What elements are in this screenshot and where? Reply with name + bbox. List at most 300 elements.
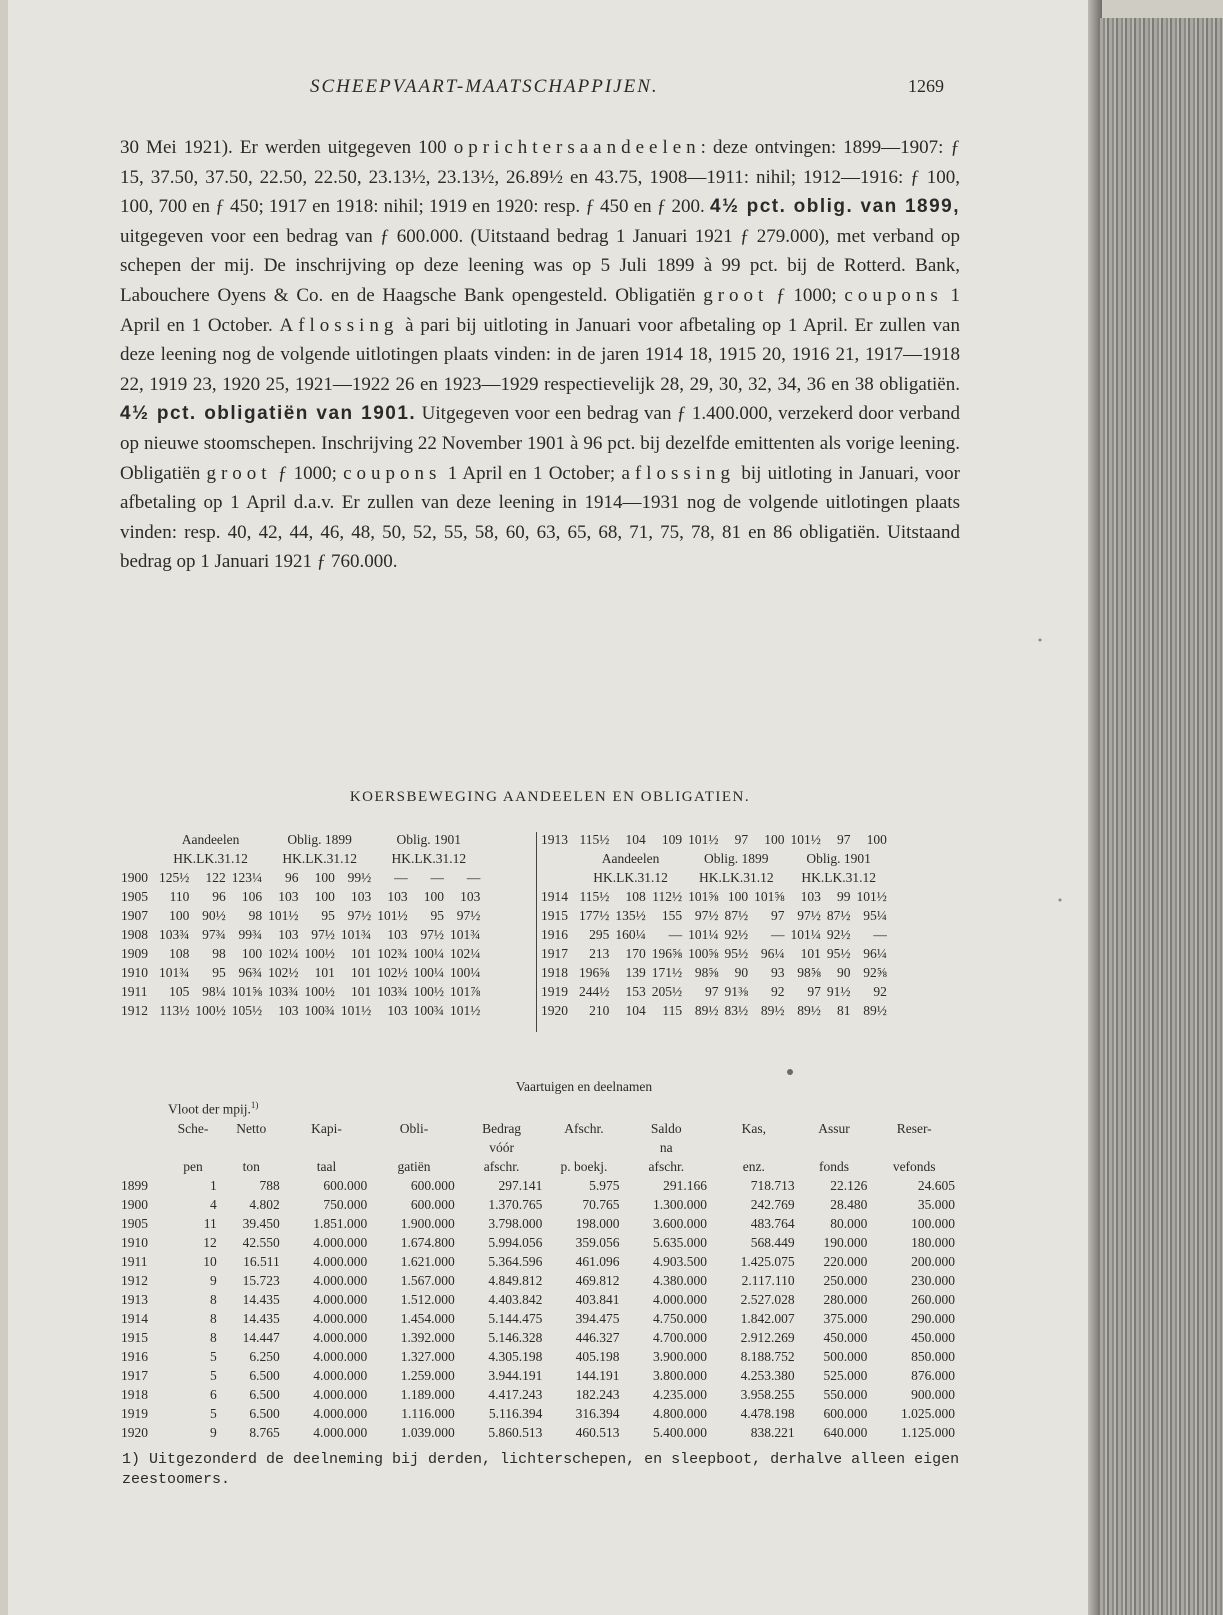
table-cell: 1899 bbox=[121, 1177, 148, 1193]
table-cell: 2.527.028 bbox=[740, 1291, 795, 1307]
table-cell: 1.425.075 bbox=[740, 1253, 795, 1269]
table-cell: 98⅝ bbox=[694, 965, 719, 980]
vloot-table bbox=[118, 1077, 958, 1442]
page-number: 1269 bbox=[908, 76, 944, 96]
table-cell: 1912 bbox=[121, 1272, 148, 1288]
table-cell: 8.765 bbox=[249, 1424, 280, 1440]
table-cell: 89½ bbox=[863, 1003, 887, 1018]
table-cell: 97½ bbox=[456, 908, 481, 923]
table-header-cell bbox=[870, 1138, 958, 1157]
table-cell: 220.000 bbox=[823, 1253, 868, 1269]
table-row bbox=[538, 906, 890, 925]
table-cell: 115 bbox=[662, 1003, 683, 1018]
koers-table-left bbox=[118, 830, 483, 1020]
table-cell: 394.475 bbox=[575, 1310, 620, 1326]
table-header-cell: HK.LK.31.12 bbox=[282, 851, 357, 866]
table-row bbox=[118, 982, 483, 1001]
table-cell: 460.513 bbox=[575, 1424, 620, 1440]
table-cell: 1909 bbox=[121, 946, 148, 961]
table-cell: 92⅝ bbox=[863, 965, 887, 980]
body-paragraph bbox=[120, 133, 960, 577]
table-cell: 8 bbox=[210, 1329, 217, 1345]
table-cell: 2.912.269 bbox=[740, 1329, 795, 1345]
table-header-row bbox=[118, 1119, 958, 1138]
table-cell: 405.198 bbox=[575, 1348, 620, 1364]
table-cell: 850.000 bbox=[911, 1348, 955, 1364]
table-header-cell: HK.LK.31.12 bbox=[173, 851, 248, 866]
table-header-cell: Sche- bbox=[177, 1120, 209, 1136]
table-header-row bbox=[538, 868, 890, 887]
table-cell: 483.764 bbox=[750, 1215, 795, 1231]
table-cell: 81 bbox=[837, 1003, 851, 1018]
table-cell: 461.096 bbox=[575, 1253, 620, 1269]
table-cell: 101½ bbox=[268, 908, 299, 923]
text-run: bij uitloting in Januari, voor afbetaling op 1 April d.a.v. Er zullen van deze leening in 1914—1931 nog de volgende uitlotingen plaats vinden: resp. 40, 42, 44, 46, 48, 50, 52, 55, 58, 60, 63, 65, 68, 71, 75, 78, 81 en 86 obligatiën. Uitstaand bedrag op 1 Januari 1921 ƒ 760.000. bbox=[120, 462, 961, 573]
table-cell: 101½ bbox=[688, 832, 719, 847]
spaced-term: groot bbox=[206, 462, 272, 484]
table-cell: 103 bbox=[278, 889, 299, 904]
table-header-cell bbox=[710, 1077, 958, 1096]
table-cell: 1911 bbox=[121, 984, 148, 999]
table-cell: 5.975 bbox=[589, 1177, 620, 1193]
table-header-row bbox=[118, 830, 483, 849]
table-cell: 4.253.380 bbox=[740, 1367, 795, 1383]
table-cell: 4.417.243 bbox=[488, 1386, 543, 1402]
table-cell: 15.723 bbox=[242, 1272, 280, 1288]
table-cell: 4.802 bbox=[249, 1196, 280, 1212]
table-cell: 103¾ bbox=[159, 927, 190, 942]
table-row bbox=[118, 1001, 483, 1020]
table-cell: 1914 bbox=[541, 889, 568, 904]
table-cell: 100.000 bbox=[911, 1215, 955, 1231]
table-cell: 4.000.000 bbox=[313, 1424, 368, 1440]
table-cell: 93 bbox=[771, 965, 785, 980]
table-cell: 1913 bbox=[121, 1291, 148, 1307]
table-cell: 101⅝ bbox=[754, 889, 785, 904]
table-cell: 6.500 bbox=[249, 1367, 280, 1383]
table-header-cell bbox=[370, 1096, 958, 1119]
table-cell: 101 bbox=[314, 965, 335, 980]
table-row bbox=[118, 887, 483, 906]
table-cell: 3.958.255 bbox=[740, 1386, 795, 1402]
table-cell: 1919 bbox=[121, 1405, 148, 1421]
table-cell: 5.144.475 bbox=[488, 1310, 543, 1326]
table-cell: 1915 bbox=[541, 908, 568, 923]
table-cell: 103 bbox=[278, 1003, 299, 1018]
table-header-row bbox=[118, 1077, 958, 1096]
table-cell: 177½ bbox=[579, 908, 610, 923]
table-cell: 103 bbox=[387, 889, 408, 904]
table-header-cell: vefonds bbox=[892, 1158, 936, 1174]
table-header-cell: Afschr. bbox=[564, 1120, 604, 1136]
table-cell: 5.116.394 bbox=[488, 1405, 543, 1421]
table-cell: 28.480 bbox=[830, 1196, 868, 1212]
table-cell: 96¼ bbox=[863, 946, 887, 961]
spaced-term: coupons bbox=[343, 462, 442, 484]
table-row bbox=[118, 1233, 958, 1252]
table-cell: 600.000 bbox=[323, 1177, 368, 1193]
table-cell: 144.191 bbox=[575, 1367, 620, 1383]
table-cell: — bbox=[430, 870, 444, 885]
table-cell: 838.221 bbox=[750, 1424, 795, 1440]
table-cell: 1916 bbox=[121, 1348, 148, 1364]
table-cell: 101⅞ bbox=[450, 984, 481, 999]
table-cell: 3.600.000 bbox=[653, 1215, 708, 1231]
table-cell: 101½ bbox=[377, 908, 408, 923]
table-cell: 101 bbox=[351, 946, 372, 961]
table-row bbox=[118, 925, 483, 944]
table-cell: 42.550 bbox=[242, 1234, 280, 1250]
table-cell: 70.765 bbox=[582, 1196, 620, 1212]
table-cell: 446.327 bbox=[575, 1329, 620, 1345]
table-cell: 1.512.000 bbox=[400, 1291, 455, 1307]
table-cell: 250.000 bbox=[823, 1272, 868, 1288]
table-row bbox=[118, 944, 483, 963]
table-cell: 112½ bbox=[652, 889, 683, 904]
table-row bbox=[538, 963, 890, 982]
table-cell: 97½ bbox=[311, 927, 335, 942]
table-cell: 4.800.000 bbox=[653, 1405, 708, 1421]
table-cell: 1913 bbox=[541, 832, 568, 847]
table-cell: 1910 bbox=[121, 1234, 148, 1250]
table-cell: 122 bbox=[205, 870, 226, 885]
table-row bbox=[118, 1290, 958, 1309]
table-cell: 103¾ bbox=[377, 984, 408, 999]
table-row bbox=[538, 830, 890, 849]
table-cell: 403.841 bbox=[575, 1291, 620, 1307]
table-cell: 100¼ bbox=[413, 965, 444, 980]
table-cell: 101½ bbox=[340, 1003, 372, 1018]
table-cell: 1916 bbox=[541, 927, 568, 942]
bold-heading: 4½ pct. oblig. van 1899, bbox=[710, 196, 961, 218]
table-cell: 1907 bbox=[121, 908, 148, 923]
table-cell: 103¾ bbox=[268, 984, 299, 999]
table-header-cell: Oblig. 1899 bbox=[287, 832, 352, 847]
table-cell: 101 bbox=[351, 984, 372, 999]
spaced-term: Aflossing bbox=[279, 314, 399, 336]
table-cell: 95½ bbox=[826, 946, 851, 961]
table-cell: 135½ bbox=[615, 908, 646, 923]
table-cell: 101⅝ bbox=[231, 984, 263, 999]
table-row bbox=[538, 944, 890, 963]
table-cell: 96 bbox=[212, 889, 226, 904]
table-cell: 102½ bbox=[377, 965, 408, 980]
table-cell: 11 bbox=[203, 1215, 217, 1231]
table-cell: 96¼ bbox=[760, 946, 785, 961]
table-cell: 4.000.000 bbox=[653, 1291, 708, 1307]
table-cell: — bbox=[668, 927, 683, 942]
table-header-cell bbox=[118, 1138, 166, 1157]
table-cell: 4.403.842 bbox=[488, 1291, 543, 1307]
table-cell: 6 bbox=[210, 1386, 217, 1402]
table-cell: 1900 bbox=[121, 870, 148, 885]
table-cell: 1911 bbox=[121, 1253, 148, 1269]
text-run: 1 April en 1 October; bbox=[441, 462, 622, 484]
table-cell: 110 bbox=[169, 889, 190, 904]
table-cell: 3.944.191 bbox=[488, 1367, 543, 1383]
table-cell: 1919 bbox=[541, 984, 568, 999]
table-header-cell: Kas, bbox=[741, 1120, 766, 1136]
table-cell: 87½ bbox=[826, 908, 851, 923]
table-cell: 8 bbox=[210, 1291, 217, 1307]
running-title: SCHEEPVAART-MAATSCHAPPIJEN. bbox=[310, 76, 659, 97]
table-row bbox=[118, 1347, 958, 1366]
table-cell: 525.000 bbox=[823, 1367, 868, 1383]
table-header-cell: HK.LK.31.12 bbox=[593, 870, 668, 885]
table-cell: 4.000.000 bbox=[313, 1348, 368, 1364]
table-header-cell: ton bbox=[242, 1158, 260, 1174]
table-header-row bbox=[118, 1138, 958, 1157]
table-cell: 6.250 bbox=[249, 1348, 280, 1364]
table-cell: 100 bbox=[727, 889, 749, 904]
table-cell: 5 bbox=[210, 1405, 217, 1421]
table-cell: 100 bbox=[169, 908, 190, 923]
table-cell: 97 bbox=[734, 832, 749, 847]
table-cell: 101¾ bbox=[450, 927, 481, 942]
table-cell: 97½ bbox=[347, 908, 372, 923]
table-row bbox=[538, 925, 890, 944]
table-cell: 1.900.000 bbox=[400, 1215, 455, 1231]
text-run: ƒ 1000; bbox=[271, 462, 344, 484]
table-header-cell: na bbox=[659, 1139, 673, 1155]
table-cell: 104 bbox=[625, 832, 646, 847]
table-cell: 600.000 bbox=[823, 1405, 868, 1421]
table-cell: 1918 bbox=[121, 1386, 148, 1402]
table-header-cell: Oblig. 1901 bbox=[396, 832, 462, 847]
table-header-cell: Reser- bbox=[896, 1120, 932, 1136]
table-cell: — bbox=[873, 927, 887, 942]
table-row bbox=[118, 1328, 958, 1347]
spaced-term: groot bbox=[703, 284, 769, 306]
table-cell: 4.235.000 bbox=[653, 1386, 708, 1402]
table-cell: 900.000 bbox=[911, 1386, 955, 1402]
table-cell: 10 bbox=[203, 1253, 217, 1269]
table-row bbox=[118, 1385, 958, 1404]
table-row bbox=[538, 982, 890, 1001]
table-cell: 3.798.000 bbox=[488, 1215, 543, 1231]
table-cell: 90½ bbox=[202, 908, 226, 923]
table-cell: 450.000 bbox=[823, 1329, 868, 1345]
table-header-cell: Kapi- bbox=[311, 1120, 342, 1136]
table-cell: 101¼ bbox=[790, 927, 821, 942]
table-header-cell bbox=[538, 849, 576, 868]
table-cell: 1917 bbox=[541, 946, 568, 961]
table-cell: 6.500 bbox=[249, 1405, 280, 1421]
table-cell: 205½ bbox=[651, 984, 683, 999]
table-cell: 196⅝ bbox=[651, 946, 683, 961]
table-cell: 100¾ bbox=[413, 1003, 444, 1018]
table-cell: 213 bbox=[589, 946, 610, 961]
table-header-cell: pen bbox=[183, 1158, 203, 1174]
table-cell: 87½ bbox=[724, 908, 749, 923]
table-cell: 640.000 bbox=[823, 1424, 868, 1440]
spaced-term: aflossing bbox=[621, 462, 736, 484]
table-cell: 105 bbox=[169, 984, 190, 999]
table-cell: 97¾ bbox=[202, 927, 226, 942]
table-cell: 5.364.596 bbox=[488, 1253, 543, 1269]
table-cell: 6.500 bbox=[249, 1386, 280, 1402]
table-cell: 91½ bbox=[826, 984, 851, 999]
koers-table-left-body bbox=[118, 830, 483, 1020]
table-cell: 99¾ bbox=[238, 927, 263, 942]
spaced-term: coupons bbox=[844, 284, 943, 306]
table-header-row bbox=[118, 1096, 958, 1119]
vloot-table-body bbox=[118, 1077, 958, 1442]
table-cell: 260.000 bbox=[911, 1291, 955, 1307]
table-cell: 24.605 bbox=[917, 1177, 955, 1193]
table-cell: 103 bbox=[387, 1003, 408, 1018]
table-cell: 4.380.000 bbox=[653, 1272, 708, 1288]
table-cell: 98 bbox=[212, 946, 226, 961]
table-cell: 35.000 bbox=[917, 1196, 955, 1212]
table-header-cell: HK.LK.31.12 bbox=[801, 870, 876, 885]
table-cell: 316.394 bbox=[575, 1405, 620, 1421]
page-header bbox=[0, 76, 1223, 106]
table-cell: 9 bbox=[210, 1424, 217, 1440]
table-cell: 4.750.000 bbox=[653, 1310, 708, 1326]
table-cell: 1 bbox=[210, 1177, 217, 1193]
table-cell: 100¼ bbox=[450, 965, 481, 980]
table-cell: 1.189.000 bbox=[400, 1386, 455, 1402]
table-header-cell bbox=[220, 1138, 283, 1157]
table-cell: 100½ bbox=[304, 946, 335, 961]
table-cell: 113½ bbox=[159, 1003, 190, 1018]
table-cell: 16.511 bbox=[243, 1253, 280, 1269]
table-cell: 8 bbox=[210, 1310, 217, 1326]
table-cell: 196⅝ bbox=[579, 965, 610, 980]
table-cell: 101¼ bbox=[688, 927, 719, 942]
table-row bbox=[118, 1214, 958, 1233]
text-run: uitgegeven voor een bedrag van ƒ 600.000. (Uitstaand bedrag 1 Januari 1921 ƒ 279.000), met verband op schepen der mij. De inschrijving op deze leening was op 5 Juli 1899 à 99 pct. bij de Rotterd. Bank, Labouchere Oyens & Co. en de Haagsche Bank opengesteld. Obligatiën bbox=[120, 225, 960, 306]
table-header-cell: Aandeelen bbox=[181, 832, 240, 847]
koers-table-right-body bbox=[538, 830, 890, 1020]
table-cell: 125½ bbox=[159, 870, 190, 885]
table-cell: 100½ bbox=[195, 1003, 226, 1018]
table-cell: 92 bbox=[873, 984, 887, 999]
koers-table-right bbox=[538, 830, 890, 1020]
table-header-cell: Oblig. 1899 bbox=[704, 851, 769, 866]
table-cell: 1.370.765 bbox=[488, 1196, 543, 1212]
book-fore-edge bbox=[1098, 18, 1223, 1615]
table-header-cell bbox=[166, 1138, 220, 1157]
table-cell: 102½ bbox=[268, 965, 299, 980]
text-run: : deze ontvingen: 1899—1907: ƒ 15, 37.50, 37.50, 22.50, 22.50, 23.13½, 23.13½, 26.89½ en 43.75, 1908—1911: nihil; 1912—1916: ƒ 100, 100, 700 en ƒ 450; 1917 en 1918: nihil; 1919 en 1920: resp. ƒ 450 en ƒ 200. bbox=[120, 137, 960, 218]
text-run: 30 Mei 1921). Er werden uitgegeven 100 bbox=[120, 137, 454, 158]
table-cell: 180.000 bbox=[911, 1234, 955, 1250]
table-row bbox=[538, 887, 890, 906]
table-cell: 4.000.000 bbox=[313, 1310, 368, 1326]
table-header-cell: p. boekj. bbox=[560, 1158, 608, 1174]
table-cell: 170 bbox=[625, 946, 646, 961]
table-cell: 91⅜ bbox=[724, 984, 749, 999]
table-row bbox=[538, 1001, 890, 1020]
table-cell: 4.903.500 bbox=[653, 1253, 708, 1269]
text-run: 1 April en 1 October. bbox=[120, 284, 961, 336]
table-header-cell bbox=[538, 868, 576, 887]
koers-table-title: KOERSBEWEGING AANDEELEN EN OBLIGATIEN. bbox=[349, 789, 751, 805]
bold-heading: 4½ pct. obligatiën van 1901. bbox=[120, 403, 417, 425]
table-header-cell: vóór bbox=[489, 1139, 514, 1155]
table-cell: 105½ bbox=[231, 1003, 263, 1018]
table-cell: 96 bbox=[285, 870, 299, 885]
table-cell: 104 bbox=[625, 1003, 646, 1018]
table-cell: 8.188.752 bbox=[740, 1348, 795, 1364]
table-cell: 4 bbox=[210, 1196, 217, 1212]
table-cell: 101¾ bbox=[159, 965, 190, 980]
table-cell: 1912 bbox=[121, 1003, 148, 1018]
table-cell: 375.000 bbox=[823, 1310, 868, 1326]
table-cell: 95 bbox=[212, 965, 226, 980]
table-cell: 1920 bbox=[541, 1003, 568, 1018]
table-cell: 90 bbox=[837, 965, 851, 980]
table-cell: 4.000.000 bbox=[313, 1386, 368, 1402]
table-header-cell: fonds bbox=[818, 1158, 849, 1174]
table-header-row bbox=[118, 849, 483, 868]
table-row bbox=[118, 1309, 958, 1328]
table-header-cell: Aandeelen bbox=[601, 851, 660, 866]
table-cell: 2.117.110 bbox=[741, 1272, 795, 1288]
table-cell: 22.126 bbox=[830, 1177, 868, 1193]
table-cell: 244½ bbox=[579, 984, 610, 999]
table-cell: 5 bbox=[210, 1367, 217, 1383]
table-header-cell bbox=[118, 830, 156, 849]
table-cell: 297.141 bbox=[498, 1177, 543, 1193]
table-cell: 97 bbox=[705, 984, 719, 999]
table-row bbox=[118, 1176, 958, 1195]
table-cell: 5.860.513 bbox=[488, 1424, 543, 1440]
table-cell: 14.447 bbox=[242, 1329, 280, 1345]
table-cell: 100 bbox=[241, 946, 263, 961]
table-cell: 89½ bbox=[694, 1003, 719, 1018]
table-cell: 4.000.000 bbox=[313, 1329, 368, 1345]
table-cell: 98 bbox=[248, 908, 263, 923]
table-cell: 14.435 bbox=[242, 1291, 280, 1307]
table-cell: 92 bbox=[771, 984, 785, 999]
table-cell: 5.146.328 bbox=[488, 1329, 543, 1345]
table-cell: 4.000.000 bbox=[313, 1367, 368, 1383]
table-cell: 101½ bbox=[856, 889, 887, 904]
table-cell: 12 bbox=[203, 1234, 217, 1250]
table-cell: 4.000.000 bbox=[313, 1405, 368, 1421]
table-cell: 198.000 bbox=[575, 1215, 620, 1231]
table-cell: 182.243 bbox=[575, 1386, 620, 1402]
table-header-cell bbox=[283, 1138, 371, 1157]
table-cell: 109 bbox=[661, 832, 683, 847]
table-cell: 171½ bbox=[651, 965, 683, 980]
table-cell: 155 bbox=[661, 908, 683, 923]
table-cell: 3.800.000 bbox=[653, 1367, 708, 1383]
text-run: à pari bij uitloting in Januari voor afbetaling op 1 April. Er zullen van deze leening nog de volgende uitlotingen plaats vinden: in de jaren 1914 18, 1915 20, 1916 21, 1917—1918 22, 1919 23, 1920 25, 1921—1922 26 en 1923—1929 respectievelijk 28, 29, 30, 32, 34, 36 en 38 obligatiën. bbox=[120, 314, 960, 395]
table-cell: 1.300.000 bbox=[653, 1196, 708, 1212]
table-cell: 101 bbox=[800, 946, 821, 961]
text-run: ƒ 1000; bbox=[768, 284, 845, 306]
table-header-cell: Bedrag bbox=[482, 1120, 522, 1136]
table-cell: 1905 bbox=[121, 889, 148, 904]
table-header-cell: gatiën bbox=[397, 1158, 431, 1174]
table-cell: 39.450 bbox=[242, 1215, 280, 1231]
table-cell: 295 bbox=[589, 927, 610, 942]
table-cell: 4.700.000 bbox=[653, 1329, 708, 1345]
table-header-cell: Obli- bbox=[399, 1120, 429, 1136]
table-cell: 190.000 bbox=[823, 1234, 868, 1250]
table-cell: 469.812 bbox=[575, 1272, 620, 1288]
table-cell: — bbox=[466, 870, 481, 885]
table-cell: 1.851.000 bbox=[313, 1215, 368, 1231]
table-header-cell bbox=[798, 1138, 871, 1157]
table-row bbox=[118, 1404, 958, 1423]
table-cell: 3.900.000 bbox=[653, 1348, 708, 1364]
table-header-cell: afschr. bbox=[648, 1158, 685, 1174]
